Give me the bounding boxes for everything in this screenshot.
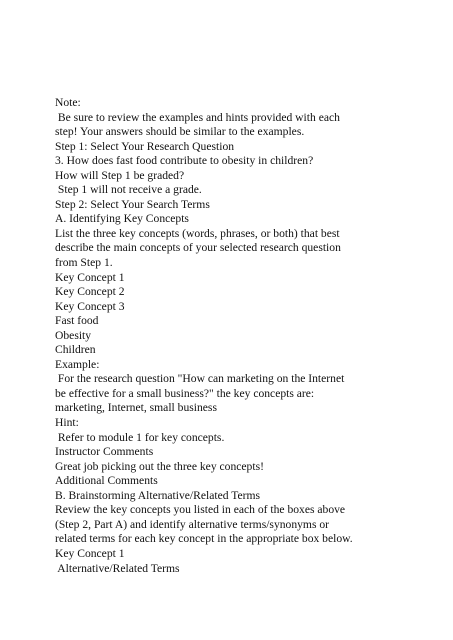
part-b-key-concept-1-label: Key Concept 1 [55, 546, 125, 560]
part-a-heading: A. Identifying Key Concepts [55, 212, 189, 226]
step-1-heading: Step 1: Select Your Research Question [55, 139, 235, 153]
key-concept-1-label: Key Concept 1 [55, 270, 125, 284]
step-1-grading-answer: Step 1 will not receive a grade. [55, 183, 202, 197]
key-concept-3-label: Key Concept 3 [55, 299, 125, 313]
example-text-line-1: For the research question "How can marketing on the Internet [55, 372, 345, 386]
part-b-instructions-line-1: Review the key concepts you listed in each of the boxes above [55, 503, 346, 517]
key-concept-1-answer: Fast food [55, 314, 99, 328]
step-1-grading-question: How will Step 1 be graded? [55, 168, 185, 182]
note-heading: Note: [55, 96, 81, 109]
part-b-heading: B. Brainstorming Alternative/Related Terms [55, 488, 261, 502]
hint-heading: Hint: [55, 416, 79, 430]
instructor-comment: Great job picking out the three key concepts! [55, 459, 264, 473]
key-concept-2-label: Key Concept 2 [55, 285, 125, 299]
example-text-line-3: marketing, Internet, small business [55, 401, 217, 415]
part-b-instructions-line-3: related terms for each key concept in the appropriate box below. [55, 532, 353, 546]
note-text-line-1: Be sure to review the examples and hints provided with each [55, 110, 340, 124]
instructor-comments-heading: Instructor Comments [55, 445, 154, 459]
key-concept-2-answer: Obesity [55, 328, 92, 342]
note-text-line-2: step! Your answers should be similar to the examples. [55, 125, 305, 139]
hint-text: Refer to module 1 for key concepts. [55, 430, 225, 444]
key-concept-3-answer: Children [55, 343, 96, 357]
document-body [55, 96, 445, 576]
part-a-instructions-line-2: describe the main concepts of your selected research question [55, 241, 341, 255]
example-heading: Example: [55, 357, 100, 371]
additional-comments-heading: Additional Comments [55, 474, 158, 488]
part-b-instructions-line-2: (Step 2, Part A) and identify alternative terms/synonyms or [55, 517, 330, 531]
example-text-line-2: be effective for a small business?" the key concepts are: [55, 386, 315, 400]
part-a-instructions-line-3: from Step 1. [55, 256, 113, 270]
alternative-related-terms-label: Alternative/Related Terms [55, 561, 180, 575]
part-a-instructions-line-1: List the three key concepts (words, phrases, or both) that best [55, 226, 340, 240]
step-2-heading: Step 2: Select Your Search Terms [55, 197, 210, 211]
research-question: 3. How does fast food contribute to obesity in children? [55, 154, 314, 168]
